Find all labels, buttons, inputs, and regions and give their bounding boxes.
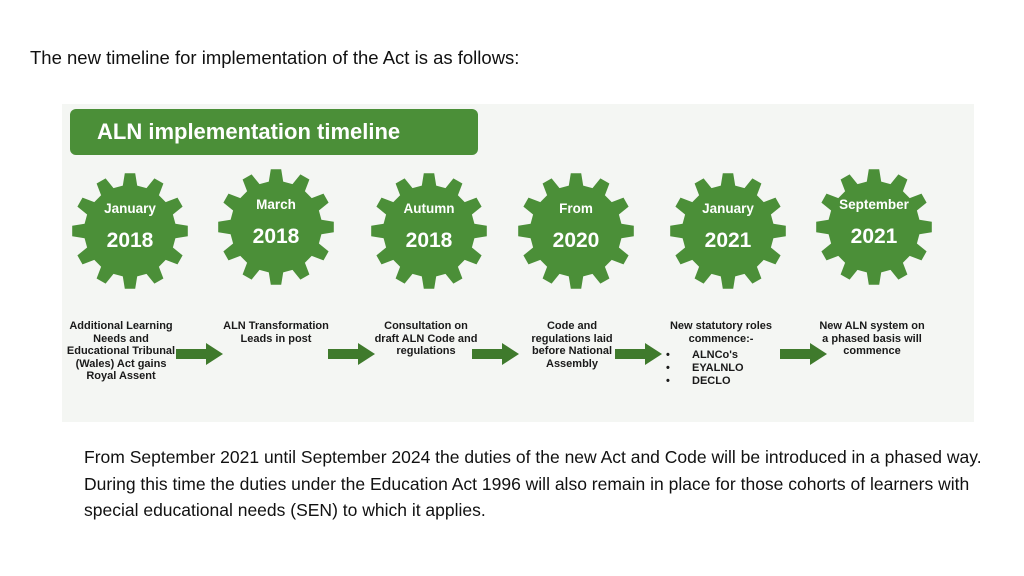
- milestone-month: March: [256, 197, 296, 212]
- roles-heading: New statutory roles commence:-: [669, 320, 773, 345]
- milestone-year: 2018: [252, 225, 300, 248]
- milestone-year: 2021: [850, 225, 898, 248]
- role-item: • DECLO: [666, 375, 731, 388]
- arrow-right-icon: [176, 343, 224, 365]
- milestone-description-5: [666, 320, 776, 388]
- milestone-year: 2018: [405, 229, 453, 252]
- milestone-gear-2: [211, 168, 341, 286]
- role-item: • EYALNLO: [666, 362, 744, 375]
- arrow-right-icon: [615, 343, 663, 365]
- role-item: • ALNCo's: [666, 349, 739, 362]
- milestone-gear-6: [809, 168, 939, 286]
- milestone-gear-4: [511, 172, 641, 290]
- arrow-right-icon: [328, 343, 376, 365]
- milestone-gear-1: [65, 172, 195, 290]
- banner-title: ALN implementation timeline: [97, 119, 401, 144]
- milestone-description-2: ALN Transformation Leads in post: [223, 320, 329, 345]
- milestone-description-1: Additional Learning Needs and Educational Tribunal (Wales) Act gains Royal Assent: [66, 320, 176, 383]
- arrow-right-icon: [472, 343, 520, 365]
- bullet-icon: •: [666, 375, 670, 388]
- milestone-month: From: [559, 201, 593, 216]
- milestone-gear-3: [364, 172, 494, 290]
- milestone-gear-5: [663, 172, 793, 290]
- milestone-month: Autumn: [403, 201, 455, 216]
- milestone-description-6: New ALN system on a phased basis will commence: [819, 320, 925, 358]
- footer-paragraph: From September 2021 until September 2024 the duties of the new Act and Code will be introduced in a phased way. During this time the duties under the Education Act 1996 will also remain in place for those cohorts of learners with special educational needs (SEN) to which it applies.: [84, 447, 982, 520]
- milestone-description-3: Consultation on draft ALN Code and regulations: [374, 320, 478, 358]
- timeline-banner: [70, 109, 478, 155]
- milestone-description-4: Code and regulations laid before National Assembly: [531, 320, 613, 370]
- milestone-month: January: [104, 201, 156, 216]
- bullet-icon: •: [666, 362, 670, 375]
- milestone-month: September: [839, 197, 909, 212]
- bullet-icon: •: [666, 349, 670, 362]
- roles-list: [666, 349, 776, 388]
- milestone-month: January: [702, 201, 754, 216]
- arrow-right-icon: [780, 343, 828, 365]
- intro-text: The new timeline for implementation of the Act is as follows:: [30, 47, 520, 68]
- milestone-year: 2018: [106, 229, 154, 252]
- milestone-year: 2020: [552, 229, 600, 252]
- milestone-year: 2021: [704, 229, 752, 252]
